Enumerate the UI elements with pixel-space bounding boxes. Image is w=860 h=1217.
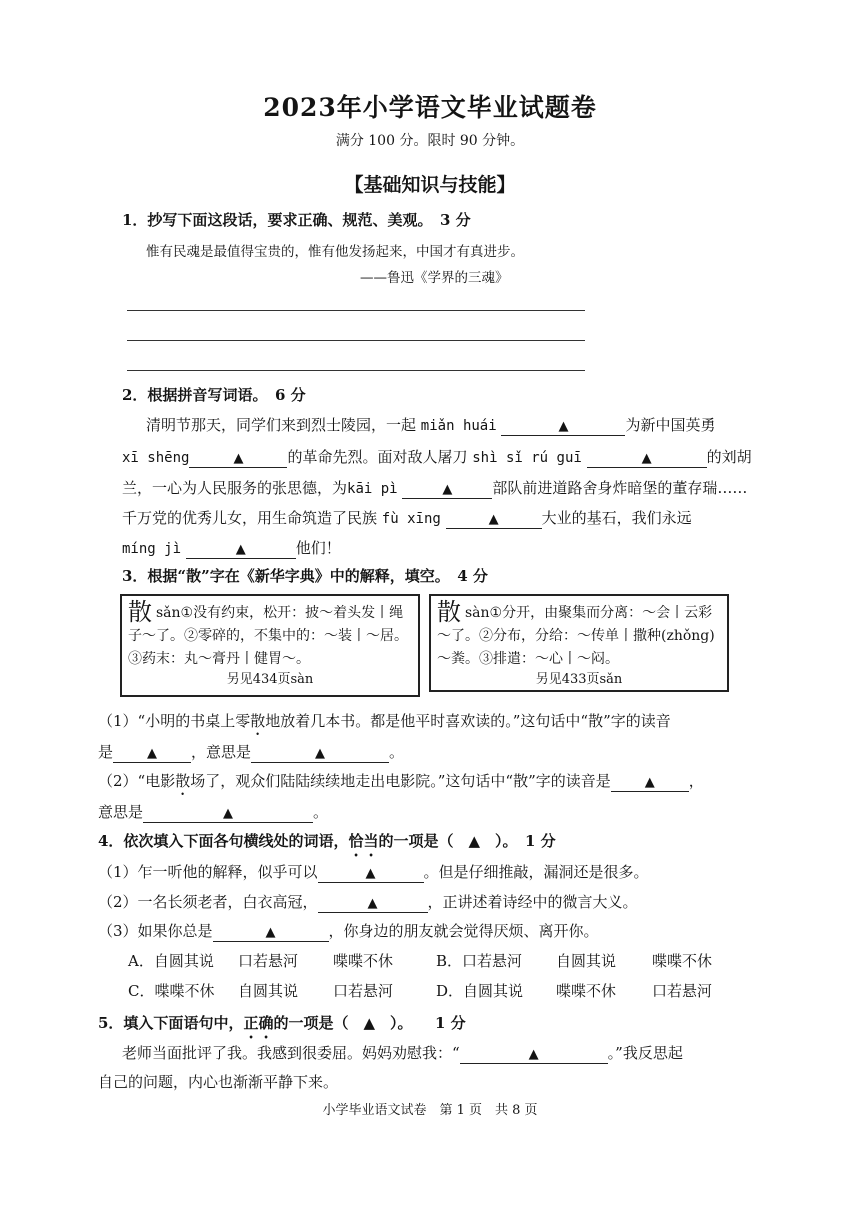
q4-option-a-word3: 喋喋不休 [333, 952, 394, 970]
entry-char: 散 [437, 598, 461, 626]
q4-stem-text: 的一项是（ ▲ ）。 1 分 [378, 832, 556, 850]
q3-text: 地放着几本书。都是他平时喜欢读的。”这句话中“散”字的读音 [265, 712, 671, 730]
q2-stem: 2．根据拼音写词语。 6 分 [122, 386, 306, 404]
answer-blank[interactable] [189, 449, 287, 468]
triangle-mark: ▲ [235, 542, 246, 557]
q4-option-a[interactable]: A．自圆其说 [128, 952, 214, 970]
q2-text: 的革命先烈。面对敌人屠刀 [287, 448, 468, 466]
q3-sub1-line-1 [98, 710, 671, 739]
entry-text: sǎn①没有约束，松开：披～着头发丨绳子～了。②零碎的，不集中的：～装丨～居。③药末：丸～膏丹丨健胃～。 [128, 605, 408, 667]
q2-line-1 [146, 414, 715, 436]
q3-sub2-line-2 [98, 801, 328, 823]
triangle-mark: ▲ [644, 775, 655, 790]
q3-text: ， [688, 772, 704, 790]
entry-see-also: 另见434页sàn [226, 672, 314, 687]
q4-sentence-1 [98, 861, 649, 883]
pinyin-mingji: míng jì [122, 541, 182, 557]
answer-blank[interactable] [402, 480, 492, 499]
emphasis-char: 散 [250, 712, 266, 730]
q5-stem-text: 5．填入下面语句中， [98, 1014, 244, 1032]
pinyin-kaipi: kāi pì [347, 481, 398, 497]
q4-option-c[interactable]: C．喋喋不休 [128, 982, 215, 1000]
q1-copy-line-1[interactable] [127, 310, 585, 311]
q4-sentence-3 [98, 920, 599, 942]
emphasis-char: 散 [175, 772, 191, 790]
answer-blank[interactable] [318, 894, 428, 913]
q2-line-5 [122, 537, 341, 559]
q1-stem: 1．抄写下面这段话，要求正确、规范、美观。 3 分 [122, 211, 471, 229]
q3-text: （2）“电影 [98, 772, 176, 790]
q4-text: （1）乍一听他的解释，似乎可以 [98, 863, 318, 881]
q4-option-b[interactable]: B．口若悬河 [436, 952, 523, 970]
answer-blank[interactable] [460, 1045, 608, 1064]
q2-text: 千万党的优秀儿女，用生命筑造了民族 [122, 509, 378, 527]
answer-blank[interactable] [318, 864, 424, 883]
q2-text: 大业的基石，我们永远 [541, 509, 692, 527]
q3-text: 是 [98, 743, 114, 761]
triangle-mark: ▲ [367, 896, 378, 911]
answer-blank[interactable] [143, 804, 313, 823]
triangle-mark: ▲ [488, 512, 499, 527]
q3-text: 。 [313, 803, 329, 821]
answer-blank[interactable] [587, 449, 707, 468]
q4-text: （2）一名长须老者，白衣高冠， [98, 893, 318, 911]
q5-stem-text: 的一项是（ ▲ ）。 1 分 [273, 1014, 466, 1032]
triangle-mark: ▲ [365, 866, 376, 881]
q2-text: 兰，一心为人民服务的张思德，为 [122, 479, 348, 497]
q5-line-1 [122, 1042, 683, 1064]
q4-option-d-word2: 喋喋不休 [556, 982, 617, 1000]
answer-blank[interactable] [501, 417, 625, 436]
triangle-mark: ▲ [528, 1047, 539, 1062]
entry-see-also: 另见433页sǎn [535, 672, 623, 687]
q2-text: 为新中国英勇 [625, 416, 716, 434]
emphasis-word: 正确 [243, 1014, 274, 1032]
q4-stem-text: 4．依次填入下面各句横线处的词语， [98, 832, 349, 850]
triangle-mark: ▲ [233, 451, 244, 466]
q4-stem [98, 830, 556, 860]
q4-option-d-word3: 口若悬河 [652, 982, 713, 1000]
triangle-mark: ▲ [265, 925, 276, 940]
q1-copy-line-2[interactable] [127, 340, 585, 341]
triangle-mark: ▲ [315, 746, 326, 761]
q5-stem [98, 1012, 466, 1042]
q2-text: 部队前进道路舍身炸暗堡的董存瑞…… [492, 479, 748, 497]
q3-text: （1）“小明的书桌上零 [98, 712, 251, 730]
entry-text: sàn①分开，由聚集而分离：～会丨云彩～了。②分布，分给：～传单丨撒种(zhǒng)～粪。③排遣：～心丨～闷。 [437, 605, 715, 667]
q3-text: 意思是 [98, 803, 144, 821]
q3-text: ，意思是 [191, 743, 252, 761]
pinyin-shisirugui: shì sǐ rú guī [472, 450, 582, 466]
q5-text: 老师当面批评了我。我感到很委屈。妈妈劝慰我：“ [122, 1044, 460, 1062]
q4-text: ，正讲述着诗经中的微言大义。 [427, 893, 638, 911]
q2-line-2 [122, 446, 752, 468]
q2-text: 的刘胡 [706, 448, 752, 466]
pinyin-fuxing: fù xīng [381, 511, 441, 527]
answer-blank[interactable] [251, 744, 389, 763]
q1-copy-line-3[interactable] [127, 370, 585, 371]
q4-option-b-word2: 自圆其说 [556, 952, 617, 970]
q3-text: 。 [389, 743, 405, 761]
q3-text: 场了，观众们陆陆续续地走出电影院。”这句话中“散”字的读音是 [190, 772, 611, 790]
q4-text: ，你身边的朋友就会觉得厌烦、离开你。 [328, 922, 599, 940]
section-heading: 【基础知识与技能】 [344, 174, 516, 196]
q3-sub1-line-2 [98, 741, 404, 763]
q2-line-4 [122, 507, 692, 529]
triangle-mark: ▲ [442, 482, 453, 497]
entry-char: 散 [128, 598, 152, 626]
q3-stem: 3．根据“散”字在《新华字典》中的解释，填空。 4 分 [122, 567, 488, 585]
q5-line-2: 自己的问题，内心也渐渐平静下来。 [98, 1073, 339, 1091]
dictionary-entry-san3 [120, 594, 420, 697]
q4-text: （3）如果你总是 [98, 922, 213, 940]
dictionary-entry-san4 [429, 594, 729, 692]
q4-option-a-word2: 口若悬河 [238, 952, 299, 970]
answer-blank[interactable] [446, 510, 542, 529]
exam-subtitle: 满分 100 分。限时 90 分钟。 [335, 133, 525, 149]
q4-option-b-word3: 喋喋不休 [652, 952, 713, 970]
q4-sentence-2 [98, 891, 638, 913]
q1-quote: 惟有民魂是最值得宝贵的，惟有他发扬起来，中国才有真进步。 [146, 244, 524, 260]
q4-option-c-word3: 口若悬河 [333, 982, 394, 1000]
q3-sub2-line-1 [98, 770, 704, 799]
page-title: 2023年小学语文毕业试题卷 [263, 93, 597, 122]
q2-text: 他们！ [295, 539, 341, 557]
pinyin-mianhuai: miǎn huái [420, 418, 497, 434]
answer-blank[interactable] [611, 773, 689, 792]
triangle-mark: ▲ [558, 419, 569, 434]
page-footer: 小学毕业语文试卷 第 1 页 共 8 页 [322, 1103, 538, 1118]
triangle-mark: ▲ [641, 451, 652, 466]
q4-option-d[interactable]: D．自圆其说 [436, 982, 524, 1000]
triangle-mark: ▲ [147, 746, 158, 761]
triangle-mark: ▲ [223, 806, 234, 821]
q4-text: 。但是仔细推敲，漏洞还是很多。 [423, 863, 649, 881]
answer-blank[interactable] [186, 540, 296, 559]
answer-blank[interactable] [213, 923, 329, 942]
q1-source: ——鲁迅《学界的三魂》 [360, 270, 509, 286]
emphasis-word: 恰当 [348, 832, 379, 850]
pinyin-xisheng: xī shēng [122, 450, 190, 466]
q2-text: 清明节那天，同学们来到烈士陵园，一起 [146, 416, 417, 434]
q4-option-c-word2: 自圆其说 [238, 982, 299, 1000]
q2-line-3 [122, 477, 747, 499]
q5-text: 。”我反思起 [607, 1044, 683, 1062]
answer-blank[interactable] [113, 744, 191, 763]
